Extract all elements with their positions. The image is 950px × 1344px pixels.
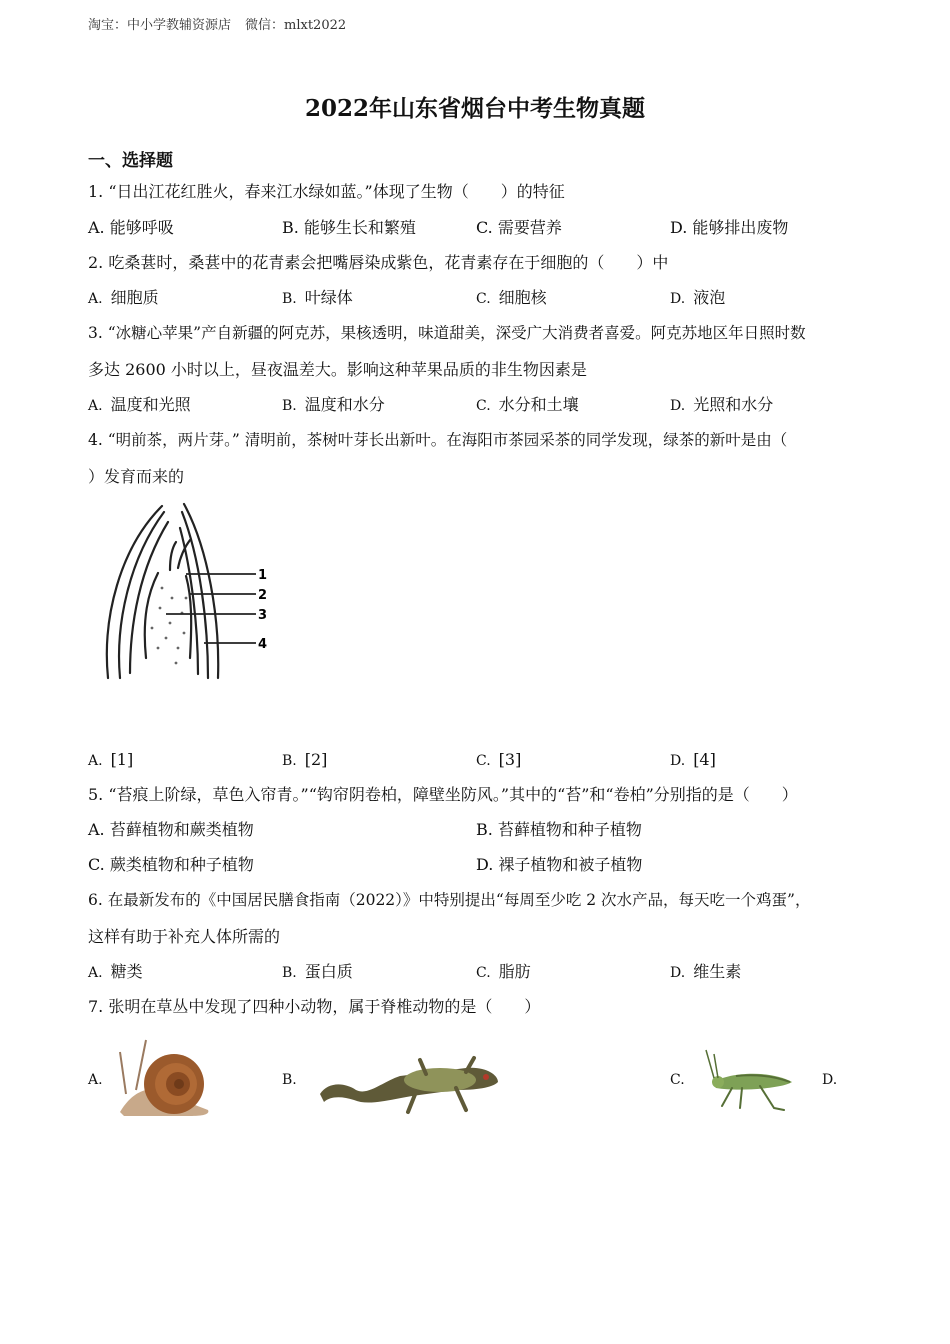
question-7-stem: 7. 张明在草丛中发现了四种小动物，属于脊椎动物的是（ ） bbox=[88, 997, 541, 1016]
q5-option-d: D. 裸子植物和被子植物 bbox=[476, 855, 643, 874]
question-2-stem: 2. 吃桑葚时，桑葚中的花青素会把嘴唇染成紫色，花青素存在于细胞的（ ）中 bbox=[88, 253, 669, 272]
wechat-label: 微信：mlxt2022 bbox=[245, 18, 347, 33]
q1-option-a: A. 能够呼吸 bbox=[88, 218, 174, 237]
q2-option-d: D. 液泡 bbox=[670, 288, 726, 307]
q7-option-d-letter: D. bbox=[822, 1072, 838, 1088]
question-1-stem: 1. “日出江花红胜火，春来江水绿如蓝。”体现了生物（ ）的特征 bbox=[88, 182, 565, 201]
figure-label-4: 4 bbox=[258, 637, 268, 652]
q6-option-d: D. 维生素 bbox=[670, 962, 742, 981]
q2-option-a: A. 细胞质 bbox=[88, 288, 159, 307]
question-3-stem-line-1: 3. “冰糖心苹果”产自新疆的阿克苏，果核透明，味道甜美，深受广大消费者喜爱。阿克苏地区年日照时数 bbox=[88, 324, 806, 342]
q2-option-c: C. 细胞核 bbox=[476, 288, 547, 307]
q3-option-a: A. 温度和光照 bbox=[88, 395, 191, 414]
q2-option-b: B. 叶绿体 bbox=[282, 288, 353, 307]
question-3-stem-line-2: 多达 2600 小时以上，昼夜温差大。影响这种苹果品质的非生物因素是 bbox=[88, 360, 587, 379]
question-6-stem-line-1: 6. 在最新发布的《中国居民膳食指南（2022）》中特别提出“每周至少吃 2 次水产品，每天吃一个鸡蛋”， bbox=[88, 891, 811, 909]
q1-option-d: D. 能够排出废物 bbox=[670, 218, 789, 237]
snail-image bbox=[112, 1032, 216, 1120]
question-4-stem-line-1: 4. “明前茶，两片芽。” 清明前，茶树叶芽长出新叶。在海阳市茶园采茶的同学发现，绿茶的新叶是由（ bbox=[88, 431, 788, 449]
q7-option-b-letter: B. bbox=[282, 1072, 297, 1088]
question-5-stem: 5. “苔痕上阶绿，草色入帘青。”“钩帘阴卷柏，障壁坐防风。”其中的“苔”和“卷柏”分别指的是（ ） bbox=[88, 785, 798, 804]
page-title: 2022年山东省烟台中考生物真题 bbox=[304, 95, 645, 122]
q5-option-a: A. 苔藓植物和蕨类植物 bbox=[88, 820, 254, 839]
figure-label-1: 1 bbox=[258, 568, 268, 583]
q1-option-c: C. 需要营养 bbox=[476, 218, 562, 237]
question-6-stem-line-2: 这样有助于补充人体所需的 bbox=[88, 927, 281, 946]
section-heading: 一、选择题 bbox=[88, 151, 173, 171]
page-header bbox=[88, 14, 346, 33]
lizard-image bbox=[316, 1052, 502, 1118]
q3-option-c: C. 水分和土壤 bbox=[476, 395, 579, 414]
q4-option-b: B. [2] bbox=[282, 750, 328, 769]
q4-option-c: C. [3] bbox=[476, 750, 522, 769]
figure-label-3: 3 bbox=[258, 608, 268, 623]
figure-label-2: 2 bbox=[258, 588, 268, 603]
taobao-shop-label: 淘宝：中小学教辅资源店 bbox=[88, 18, 232, 33]
q6-option-c: C. 脂肪 bbox=[476, 962, 531, 981]
question-4-stem-line-2: ）发育而来的 bbox=[88, 467, 185, 486]
q4-option-a: A. [1] bbox=[88, 750, 134, 769]
q3-option-d: D. 光照和水分 bbox=[670, 395, 774, 414]
q7-option-c-letter: C. bbox=[670, 1072, 685, 1088]
grasshopper-image bbox=[700, 1048, 800, 1112]
q6-option-a: A. 糖类 bbox=[88, 962, 143, 981]
q6-option-b: B. 蛋白质 bbox=[282, 962, 353, 981]
q7-option-a-letter: A. bbox=[88, 1072, 103, 1088]
q3-option-b: B. 温度和水分 bbox=[282, 395, 385, 414]
q1-option-b: B. 能够生长和繁殖 bbox=[282, 218, 416, 237]
q5-option-b: B. 苔藓植物和种子植物 bbox=[476, 820, 642, 839]
q4-option-d: D. [4] bbox=[670, 750, 716, 769]
bud-diagram bbox=[100, 498, 280, 688]
q5-option-c: C. 蕨类植物和种子植物 bbox=[88, 855, 254, 874]
